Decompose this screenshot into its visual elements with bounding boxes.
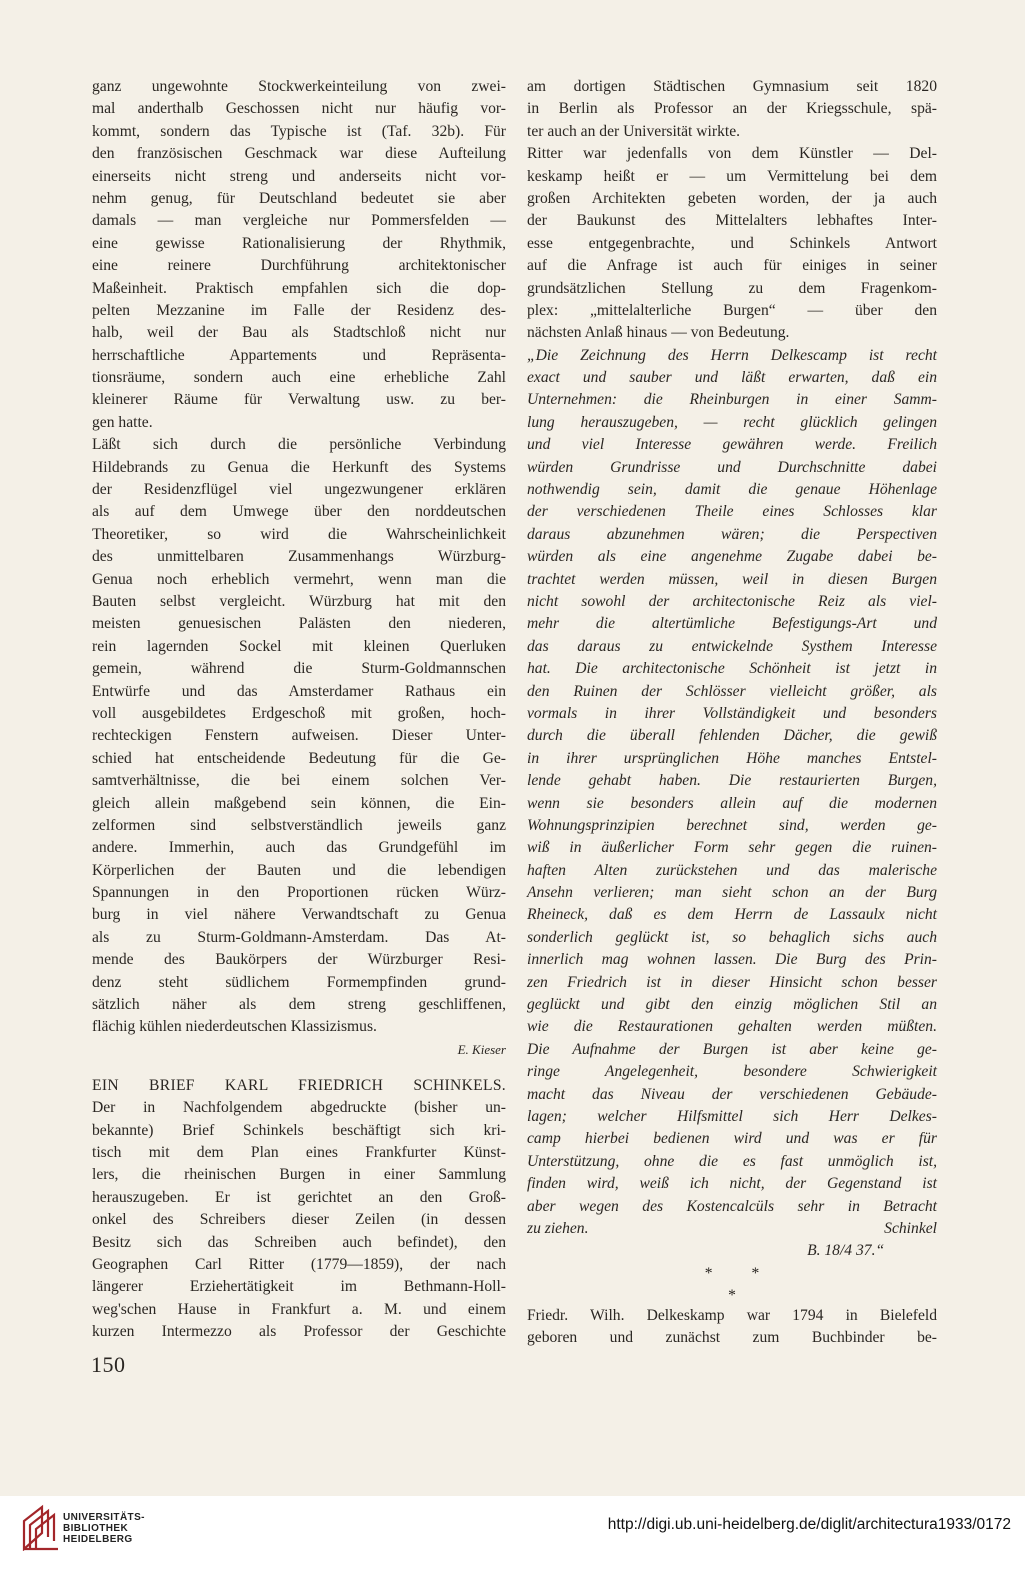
- text-line: Die Aufnahme der Burgen ist aber keine ge-: [527, 1040, 937, 1058]
- text-line: esse entgegenbrachte, und Schinkels Antwort: [527, 234, 937, 252]
- text-line: ter auch an der Universität wirkte.: [527, 122, 741, 140]
- paragraph: [92, 434, 506, 1039]
- text-line: samtverhältnisse, die bei einem solchen Ver-: [92, 772, 506, 790]
- text-line: in ihrer ursprünglichen Höhe manches Entstel-: [527, 749, 937, 767]
- text-line: rechteckigen Fenstern aufweisen. Dieser Unter-: [92, 727, 506, 745]
- text-line: halb, weil der Bau als Stadtschloß nicht nur: [92, 324, 506, 342]
- text-line: nehm genug, für Deutschland bedeutet sie aber: [92, 189, 506, 207]
- text-line: Rheineck, daß es dem Herrn de Lassaulx nicht: [527, 906, 937, 924]
- text-line: geglückt und gibt den einzig möglichen Stil an: [527, 996, 937, 1014]
- library-name: [63, 1512, 145, 1545]
- text-line: damals — man vergleiche nur Pommersfelden —: [92, 212, 506, 230]
- text-line: exact und sauber und läßt erwarten, daß ein: [527, 369, 937, 387]
- spacer: [92, 1063, 506, 1075]
- paragraph: [92, 76, 506, 434]
- text-line: herauszugeben. Er ist gerichtet an den Groß-: [92, 1188, 506, 1206]
- text-line: mende des Baukörpers der Würzburger Resi-: [92, 951, 506, 969]
- text-line: einerseits nicht streng und anderseits nicht vor-: [92, 167, 506, 185]
- quoted-letter: [527, 345, 937, 1218]
- text-line: Genua noch erheblich vermehrt, wenn man die: [92, 570, 506, 588]
- text-line: Der in Nachfolgendem abgedruckte (bisher un-: [92, 1099, 506, 1117]
- letter-date: B. 18/4 37.“: [807, 1242, 885, 1260]
- text-line: Friedr. Wilh. Delkeskamp war 1794 in Bielefeld: [527, 1307, 937, 1325]
- paragraph: [527, 143, 937, 345]
- text-line: gemein, während die Sturm-Goldmannschen: [92, 660, 506, 678]
- text-line: kurzen Intermezzo als Professor der Geschichte: [92, 1323, 506, 1341]
- text-line: Besitz sich das Schreiben auch befindet), den: [92, 1233, 506, 1251]
- text-line: camp hierbei bedienen wird und was er für: [527, 1130, 937, 1148]
- text-line: daraus abzunehmen wären; die Perspectiven: [527, 525, 937, 543]
- text-line: Bauten selbst vergleicht. Würzburg hat mit den: [92, 592, 506, 610]
- text-line: und viel Interesse gewähren werde. Freilich: [527, 436, 937, 454]
- text-line: andere. Immerhin, auch das Grundgefühl im: [92, 839, 506, 857]
- text-line: meisten genuesischen Palästen den niederen,: [92, 615, 506, 633]
- library-name-line: UNIVERSITÄTS-: [63, 1512, 145, 1523]
- author-signature: E. Kieser: [457, 1041, 506, 1057]
- text-line: gen hatte.: [92, 413, 153, 431]
- text-line: lers, die rheinischen Burgen in einer Sammlung: [92, 1166, 506, 1184]
- letter-closing-line: [527, 1218, 937, 1240]
- text-line: am dortigen Städtischen Gymnasium seit 1820: [527, 78, 937, 95]
- text-line: Wohnungsprinzipien berechnet sind, werden ge-: [527, 816, 937, 834]
- letter-signature: Schinkel: [884, 1219, 937, 1237]
- text-line: Ritter war jedenfalls von dem Künstler — Del-: [527, 145, 937, 163]
- library-name-line: HEIDELBERG: [63, 1534, 133, 1545]
- library-name-line: BIBLIOTHEK: [63, 1523, 129, 1534]
- text-line: trachtet werden müssen, weil in diesen Burgen: [527, 570, 937, 588]
- text-line: der verschiedenen Theile eines Schlosses klar: [527, 503, 937, 521]
- text-line: als auf dem Umwege über den norddeutschen: [92, 503, 506, 521]
- text-line: als zu Sturm-Goldmann-Amsterdam. Das At-: [92, 928, 506, 946]
- right-text-column: [527, 76, 937, 1350]
- text-line: nächsten Anlaß hinaus — von Bedeutung.: [527, 324, 790, 342]
- text-line: flächig kühlen niederdeutschen Klassizismus.: [92, 1018, 377, 1036]
- text-line: lagen; welcher Hilfsmittel sich Herr Delkes-: [527, 1107, 937, 1125]
- text-line: schied hat entscheidende Bedeutung für die Ge-: [92, 749, 506, 767]
- text-line: Läßt sich durch die persönliche Verbindung: [92, 436, 506, 454]
- text-line: keskamp heißt er — um Vermittelung bei dem: [527, 167, 937, 185]
- text-line: des unmittelbaren Zusammenhangs Würzburg-: [92, 548, 506, 566]
- text-line: nothwendig sein, damit die genaue Höhenlage: [527, 481, 937, 499]
- text-line: Hildebrands zu Genua die Herkunft des Systems: [92, 458, 506, 476]
- paragraph: [92, 1097, 506, 1343]
- text-line: haften Alten zurückstehen und das malerische: [527, 861, 937, 879]
- text-line: denz steht südlichem Formempfinden grund-: [92, 973, 506, 991]
- text-line: wie die Restaurationen gehalten werden müßten.: [527, 1018, 937, 1036]
- university-library-logo-icon: [20, 1503, 62, 1551]
- text-line: lende gehabt haben. Die restaurierten Burgen,: [527, 772, 937, 790]
- text-line: kommt, sondern das Typische ist (Taf. 32b). Für: [92, 122, 506, 140]
- text-line: zen Friedrich ist in dieser Hinsicht schon besser: [527, 973, 937, 991]
- text-line: bekannte) Brief Schinkels beschäftigt sich kri-: [92, 1121, 506, 1139]
- text-line: der Residenzflügel viel ungezwungener erklären: [92, 481, 506, 499]
- text-line: zelformen sind selbstverständlich jeweils ganz: [92, 816, 506, 834]
- text-line: finden wird, weiß ich nicht, der Gegenstand ist: [527, 1175, 937, 1193]
- article-heading: EIN BRIEF KARL FRIEDRICH SCHINKELS.: [92, 1076, 506, 1094]
- text-line: grundsätzlichen Stellung zu dem Fragenkom-: [527, 279, 937, 297]
- text-line: sätzlich näher als dem streng geschliffenen,: [92, 996, 506, 1014]
- text-line: vormals in ihrer Vollständigkeit und besonders: [527, 704, 937, 722]
- text-line: pelten Mezzanine im Falle der Residenz des-: [92, 301, 506, 319]
- library-footer: [0, 1496, 1025, 1577]
- text-line: den französischen Geschmack war diese Aufteilung: [92, 145, 506, 163]
- section-stars: * *: [704, 1264, 760, 1282]
- text-line: hat. Die architectonische Schönheit ist jetzt in: [527, 660, 937, 678]
- paragraph: [527, 76, 937, 143]
- text-line: tisch mit dem Plan eines Frankfurter Künst-: [92, 1143, 506, 1161]
- text-line: ringe Angelegenheit, besondere Schwierigkeit: [527, 1063, 937, 1081]
- text-line: großen Architekten gebeten worden, der ja auch: [527, 189, 937, 207]
- text-line: geboren und zunächst zum Buchbinder be-: [527, 1329, 937, 1347]
- text-line: innerlich mag wohnen lassen. Die Burg des Prin-: [527, 951, 937, 969]
- text-line: durch die überall fehlenden Dächer, die gewiß: [527, 727, 937, 745]
- text-line: Spannungen in den Proportionen rücken Würz-: [92, 884, 506, 902]
- text-line: nicht sowohl der architectonische Reiz als viel-: [527, 592, 937, 610]
- text-line: eine reinere Durchführung architektonischer: [92, 257, 506, 275]
- text-line: ganz ungewohnte Stockwerkeinteilung von zwei-: [92, 78, 506, 95]
- text-line: lung herauszugeben, — recht glücklich gelingen: [527, 413, 937, 431]
- text-line: aber wegen des Kostencalcüls sehr in Betracht: [527, 1197, 937, 1215]
- text-line: der Baukunst des Mittelalters lebhaftes Inter-: [527, 212, 937, 230]
- text-line: Maßeinheit. Praktisch empfahlen sich die dop-: [92, 279, 506, 297]
- text-line: in Berlin als Professor an der Kriegsschule, spä-: [527, 100, 937, 118]
- text-line: burg in viel nähere Verwandtschaft zu Genua: [92, 906, 506, 924]
- text-line: Entwürfe und das Amsterdamer Rathaus ein: [92, 682, 506, 700]
- text-line: mal anderthalb Geschossen nicht nur häufig vor-: [92, 100, 506, 118]
- text-line: den Ruinen der Schlösser vielleicht größer, als: [527, 682, 937, 700]
- page-number: 150: [91, 1352, 126, 1377]
- text-line: tionsräume, sondern auch eine erhebliche Zahl: [92, 369, 506, 387]
- text-line: Theoretiker, so wird die Wahrscheinlichkeit: [92, 525, 506, 543]
- text-line: eine gewisse Rationalisierung der Rhythmik,: [92, 234, 506, 252]
- letter-closing: zu ziehen.: [527, 1219, 589, 1237]
- paragraph: [527, 1305, 937, 1350]
- text-line: macht das Niveau der verschiedenen Gebäude-: [527, 1085, 937, 1103]
- section-star: *: [728, 1287, 736, 1305]
- text-line: wiß in äußerlicher Form sehr gegen die ruinen-: [527, 839, 937, 857]
- text-line: plex: „mittelalterliche Burgen“ — über den: [527, 301, 937, 319]
- text-line: kleinerer Räume für Verwaltung usw. zu ber-: [92, 391, 506, 409]
- text-line: Ansehn verlieren; man sieht schon an der Burg: [527, 884, 937, 902]
- text-line: weg'schen Hause in Frankfurt a. M. und einem: [92, 1300, 506, 1318]
- text-line: herrschaftliche Appartements und Repräsenta-: [92, 346, 506, 364]
- text-line: Unterstützung, ohne die es fast unmöglich ist,: [527, 1152, 937, 1170]
- left-text-column: [92, 76, 506, 1343]
- text-line: „Die Zeichnung des Herrn Delkescamp ist recht: [527, 346, 937, 364]
- source-url-link[interactable]: http://digi.ub.uni-heidelberg.de/diglit/architectura1933/0172: [607, 1516, 1011, 1533]
- text-line: das daraus zu entwickelnde Systhem Interesse: [527, 637, 937, 655]
- text-line: rein lagernden Sockel mit kleinen Querluken: [92, 637, 506, 655]
- text-line: Unternehmen: die Rheinburgen in einer Samm-: [527, 391, 937, 409]
- text-line: wenn sie besonders allein auf die modernen: [527, 794, 937, 812]
- text-line: onkel des Schreibers dieser Zeilen (in dessen: [92, 1211, 506, 1229]
- text-line: würden als eine angenehme Zugabe dabei be-: [527, 548, 937, 566]
- text-line: würden Grundrisse und Durchschnitte dabei: [527, 458, 937, 476]
- text-line: mehr die altertümliche Befestigungs-Art und: [527, 615, 937, 633]
- text-line: gleich allein maßgebend sein können, die Ein-: [92, 794, 506, 812]
- text-line: voll ausgebildetes Erdgeschoß mit großen, hoch-: [92, 704, 506, 722]
- text-line: Geographen Carl Ritter (1779—1859), der nach: [92, 1255, 506, 1273]
- text-line: Körperlichen der Bauten und die lebendigen: [92, 861, 506, 879]
- text-line: längerer Erziehertätigkeit im Bethmann-Holl-: [92, 1278, 506, 1296]
- text-line: auf die Anfrage ist auch für einiges in seiner: [527, 257, 937, 275]
- text-line: sonderlich geglückt ist, so behaglich sichs auch: [527, 928, 937, 946]
